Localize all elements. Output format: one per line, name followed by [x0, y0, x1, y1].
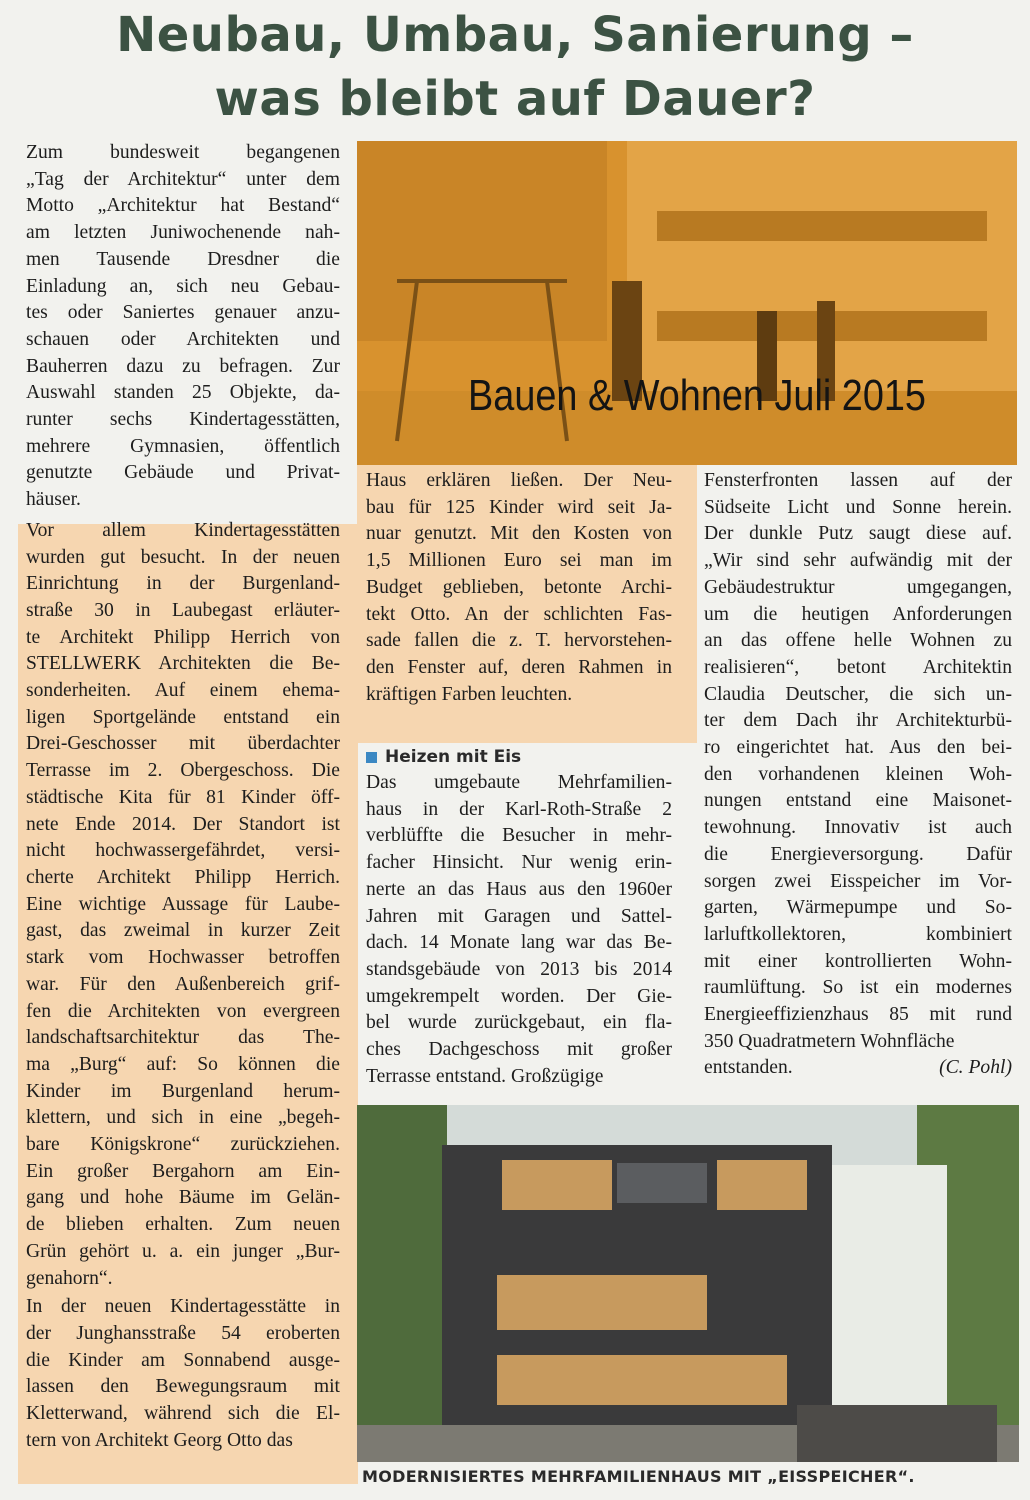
text-line: mit einer kontrollierten Wohn- — [704, 950, 1012, 972]
text-line: „Wir sind sehr aufwändig mit der — [704, 550, 1012, 572]
text-line: Claudia Deutscher, die sich un- — [704, 683, 1012, 705]
text-line: ma „Burg“ auf: So können die — [26, 1053, 340, 1075]
text-line: bare Königskrone“ zurückziehen. — [26, 1134, 340, 1156]
text-line: die Kinder am Sonnabend ausge- — [26, 1349, 340, 1371]
text-line: nicht hochwassergefährdet, versi- — [26, 840, 340, 862]
text-line: häuser. — [26, 489, 81, 511]
text-line: STELLWERK Architekten die Be- — [26, 653, 340, 675]
text-line: larluftkollektoren, kombiniert — [704, 923, 1012, 945]
text-line: dach. 14 Monate lang war das Be- — [366, 932, 672, 954]
text-line: raumlüftung. So ist ein modernes — [704, 977, 1012, 999]
col1-intro — [26, 140, 340, 514]
text-line: Südseite Licht und Sonne herein. — [704, 496, 1012, 518]
col2-bottom-text — [366, 770, 672, 1090]
text-line: garten, Wärmepumpe und So- — [704, 897, 1012, 919]
article-column-2-bottom — [366, 744, 672, 1090]
text-line: Auswahl standen 25 Objekte, da- — [26, 382, 340, 404]
text-line: sonderheiten. Auf einem ehema- — [26, 680, 340, 702]
text-line: Terrasse im 2. Obergeschoss. Die — [26, 760, 340, 782]
subhead-heizen-mit-eis — [366, 744, 672, 770]
text-line: genahorn“. — [26, 1267, 113, 1289]
text-line: Fensterfronten lassen auf der — [704, 470, 1012, 491]
text-line: facher Hinsicht. Nur wenig erin- — [366, 852, 672, 874]
photo-mehrfamilienhaus — [357, 1105, 1019, 1462]
text-line: wurden gut besucht. In der neuen — [26, 546, 340, 568]
text-line: sorgen zwei Eisspeicher im Vor- — [704, 870, 1012, 892]
text-line: Vor allem Kindertagesstätten — [26, 519, 340, 541]
photo-overlay-text: Bauen & Wohnen Juli 2015 — [468, 371, 926, 420]
text-line: war. Für den Außenbereich grif- — [26, 973, 340, 995]
text-line: stark vom Hochwasser betroffen — [26, 947, 340, 969]
text-line: haus in der Karl-Roth-Straße 2 — [366, 798, 672, 820]
text-line: 350 Quadratmetern Wohnfläche — [704, 1030, 955, 1052]
text-line: ter dem Dach ihr Architekturbü- — [704, 710, 1012, 732]
text-line: umgekrempelt worden. Der Gie- — [366, 985, 672, 1007]
text-line: gang und hohe Bäume im Gelän- — [26, 1187, 340, 1209]
text-line: Eine wichtige Aussage für Laube- — [26, 893, 340, 915]
text-line: „Tag der Architektur“ unter dem — [26, 168, 340, 190]
text-line: cherte Architekt Philipp Herrich. — [26, 866, 340, 888]
text-line: ligen Sportgelände entstand ein — [26, 706, 340, 728]
text-line: nete Ende 2014. Der Standort ist — [26, 813, 340, 835]
text-line: ro eingerichtet hat. Aus den bei- — [704, 737, 1012, 759]
text-line: In der neuen Kindertagesstätte in — [26, 1296, 340, 1318]
col2-top-text — [366, 468, 672, 708]
col3-last-line: entstanden. — [704, 1057, 793, 1079]
text-line: Kinder im Burgenland herum- — [26, 1080, 340, 1102]
col3-end — [704, 1055, 1012, 1082]
text-line: Ein großer Bergahorn am Ein- — [26, 1160, 340, 1182]
photo-kita-terrace — [357, 141, 1017, 465]
text-line: tekt Otto. An der schlichten Fas- — [366, 603, 672, 625]
subhead-label: Heizen mit Eis — [385, 747, 522, 767]
text-line: klettern, und sich in eine „begeh- — [26, 1107, 340, 1129]
text-line: Das umgebaute Mehrfamilien- — [366, 772, 672, 793]
photo-caption-bottom: MODERNISIERTES MEHRFAMILIENHAUS MIT „EISSPEICHER“. — [362, 1467, 915, 1486]
text-line: Zum bundesweit begangenen — [26, 142, 340, 163]
text-line: der Junghansstraße 54 eroberten — [26, 1322, 340, 1344]
text-line: kräftigen Farben leuchten. — [366, 683, 573, 705]
text-line: runter sechs Kindertagesstätten, — [26, 409, 340, 431]
text-line: Grün gehört u. a. ein junger „Bur- — [26, 1240, 340, 1262]
text-line: Einrichtung in der Burgenland- — [26, 573, 340, 595]
text-line: landschaftsarchitektur das The- — [26, 1027, 340, 1049]
text-line: bau für 125 Kinder wird seit Ja- — [366, 496, 672, 518]
text-line: um die heutigen Anforderungen — [704, 603, 1012, 625]
text-line: sade fallen die z. T. hervorstehen- — [366, 630, 672, 652]
text-line: straße 30 in Laubegast erläuter- — [26, 599, 340, 621]
bullet-square-icon — [366, 752, 377, 763]
text-line: den Fenster auf, deren Rahmen in — [366, 656, 672, 678]
text-line: bel wurde zurückgebaut, ein fla- — [366, 1012, 672, 1034]
text-line: te Architekt Philipp Herrich von — [26, 626, 340, 648]
article-column-1 — [26, 140, 340, 1454]
text-line: Motto „Architektur hat Bestand“ — [26, 195, 340, 217]
text-line: tes oder Saniertes genauer anzu- — [26, 302, 340, 324]
text-line: realisieren“, betont Architektin — [704, 656, 1012, 678]
author-credit: (C. Pohl) — [939, 1057, 1012, 1079]
text-line: ches Dachgeschoss mit großer — [366, 1039, 672, 1061]
col1-body2 — [26, 1294, 340, 1454]
text-line: Einladung an, sich neu Gebau- — [26, 275, 340, 297]
text-line: verblüffte die Besucher in mehr- — [366, 825, 672, 847]
text-line: städtische Kita für 81 Kinder öff- — [26, 786, 340, 808]
text-line: Jahren mit Garagen und Sattel- — [366, 905, 672, 927]
headline-line-2: was bleibt auf Dauer? — [214, 71, 816, 127]
text-line: nerte an das Haus aus den 1960er — [366, 878, 672, 900]
text-line: genutzte Gebäude und Privat- — [26, 462, 340, 484]
text-line: Der dunkle Putz saugt diese auf. — [704, 523, 1012, 545]
text-line: tewohnung. Innovativ ist auch — [704, 817, 1012, 839]
text-line: gast, das zweimal in kurzer Zeit — [26, 920, 340, 942]
text-line: den vorhandenen kleinen Woh- — [704, 763, 1012, 785]
text-line: de blieben erhalten. Zum neuen — [26, 1214, 340, 1236]
text-line: standsgebäude von 2013 bis 2014 — [366, 958, 672, 980]
text-line: lassen den Bewegungsraum mit — [26, 1376, 340, 1398]
col3-text — [704, 468, 1012, 1055]
text-line: fen die Architekten von evergreen — [26, 1000, 340, 1022]
text-line: Energieeffizienzhaus 85 mit rund — [704, 1004, 1012, 1026]
text-line: an das offene helle Wohnen zu — [704, 630, 1012, 652]
text-line: Budget geblieben, betonte Archi- — [366, 576, 672, 598]
text-line: schauen oder Architekten und — [26, 328, 340, 350]
text-line: mehrere Gymnasien, öffentlich — [26, 435, 340, 457]
text-line: Haus erklären ließen. Der Neu- — [366, 470, 672, 491]
headline-line-1: Neubau, Umbau, Sanierung – — [116, 7, 914, 63]
text-line: die Energieversorgung. Dafür — [704, 843, 1012, 865]
text-line: Gebäudestruktur umgegangen, — [704, 576, 1012, 598]
text-line: Kletterwand, während sich die El- — [26, 1403, 340, 1425]
article-column-3 — [704, 468, 1012, 1082]
text-line: men Tausende Dresdner die — [26, 248, 340, 270]
text-line: Terrasse entstand. Großzügige — [366, 1065, 604, 1087]
text-line: Drei-Geschosser mit überdachter — [26, 733, 340, 755]
text-line: tern von Architekt Georg Otto das — [26, 1429, 293, 1451]
text-line: nungen entstand eine Maisonet- — [704, 790, 1012, 812]
text-line: am letzten Juniwochenende nah- — [26, 222, 340, 244]
text-line: Bauherren dazu zu befragen. Zur — [26, 355, 340, 377]
col1-body1 — [26, 518, 340, 1292]
text-line: 1,5 Millionen Euro sei man im — [366, 550, 672, 572]
text-line: nuar genutzt. Mit den Kosten von — [366, 523, 672, 545]
article-column-2-top — [366, 468, 672, 708]
